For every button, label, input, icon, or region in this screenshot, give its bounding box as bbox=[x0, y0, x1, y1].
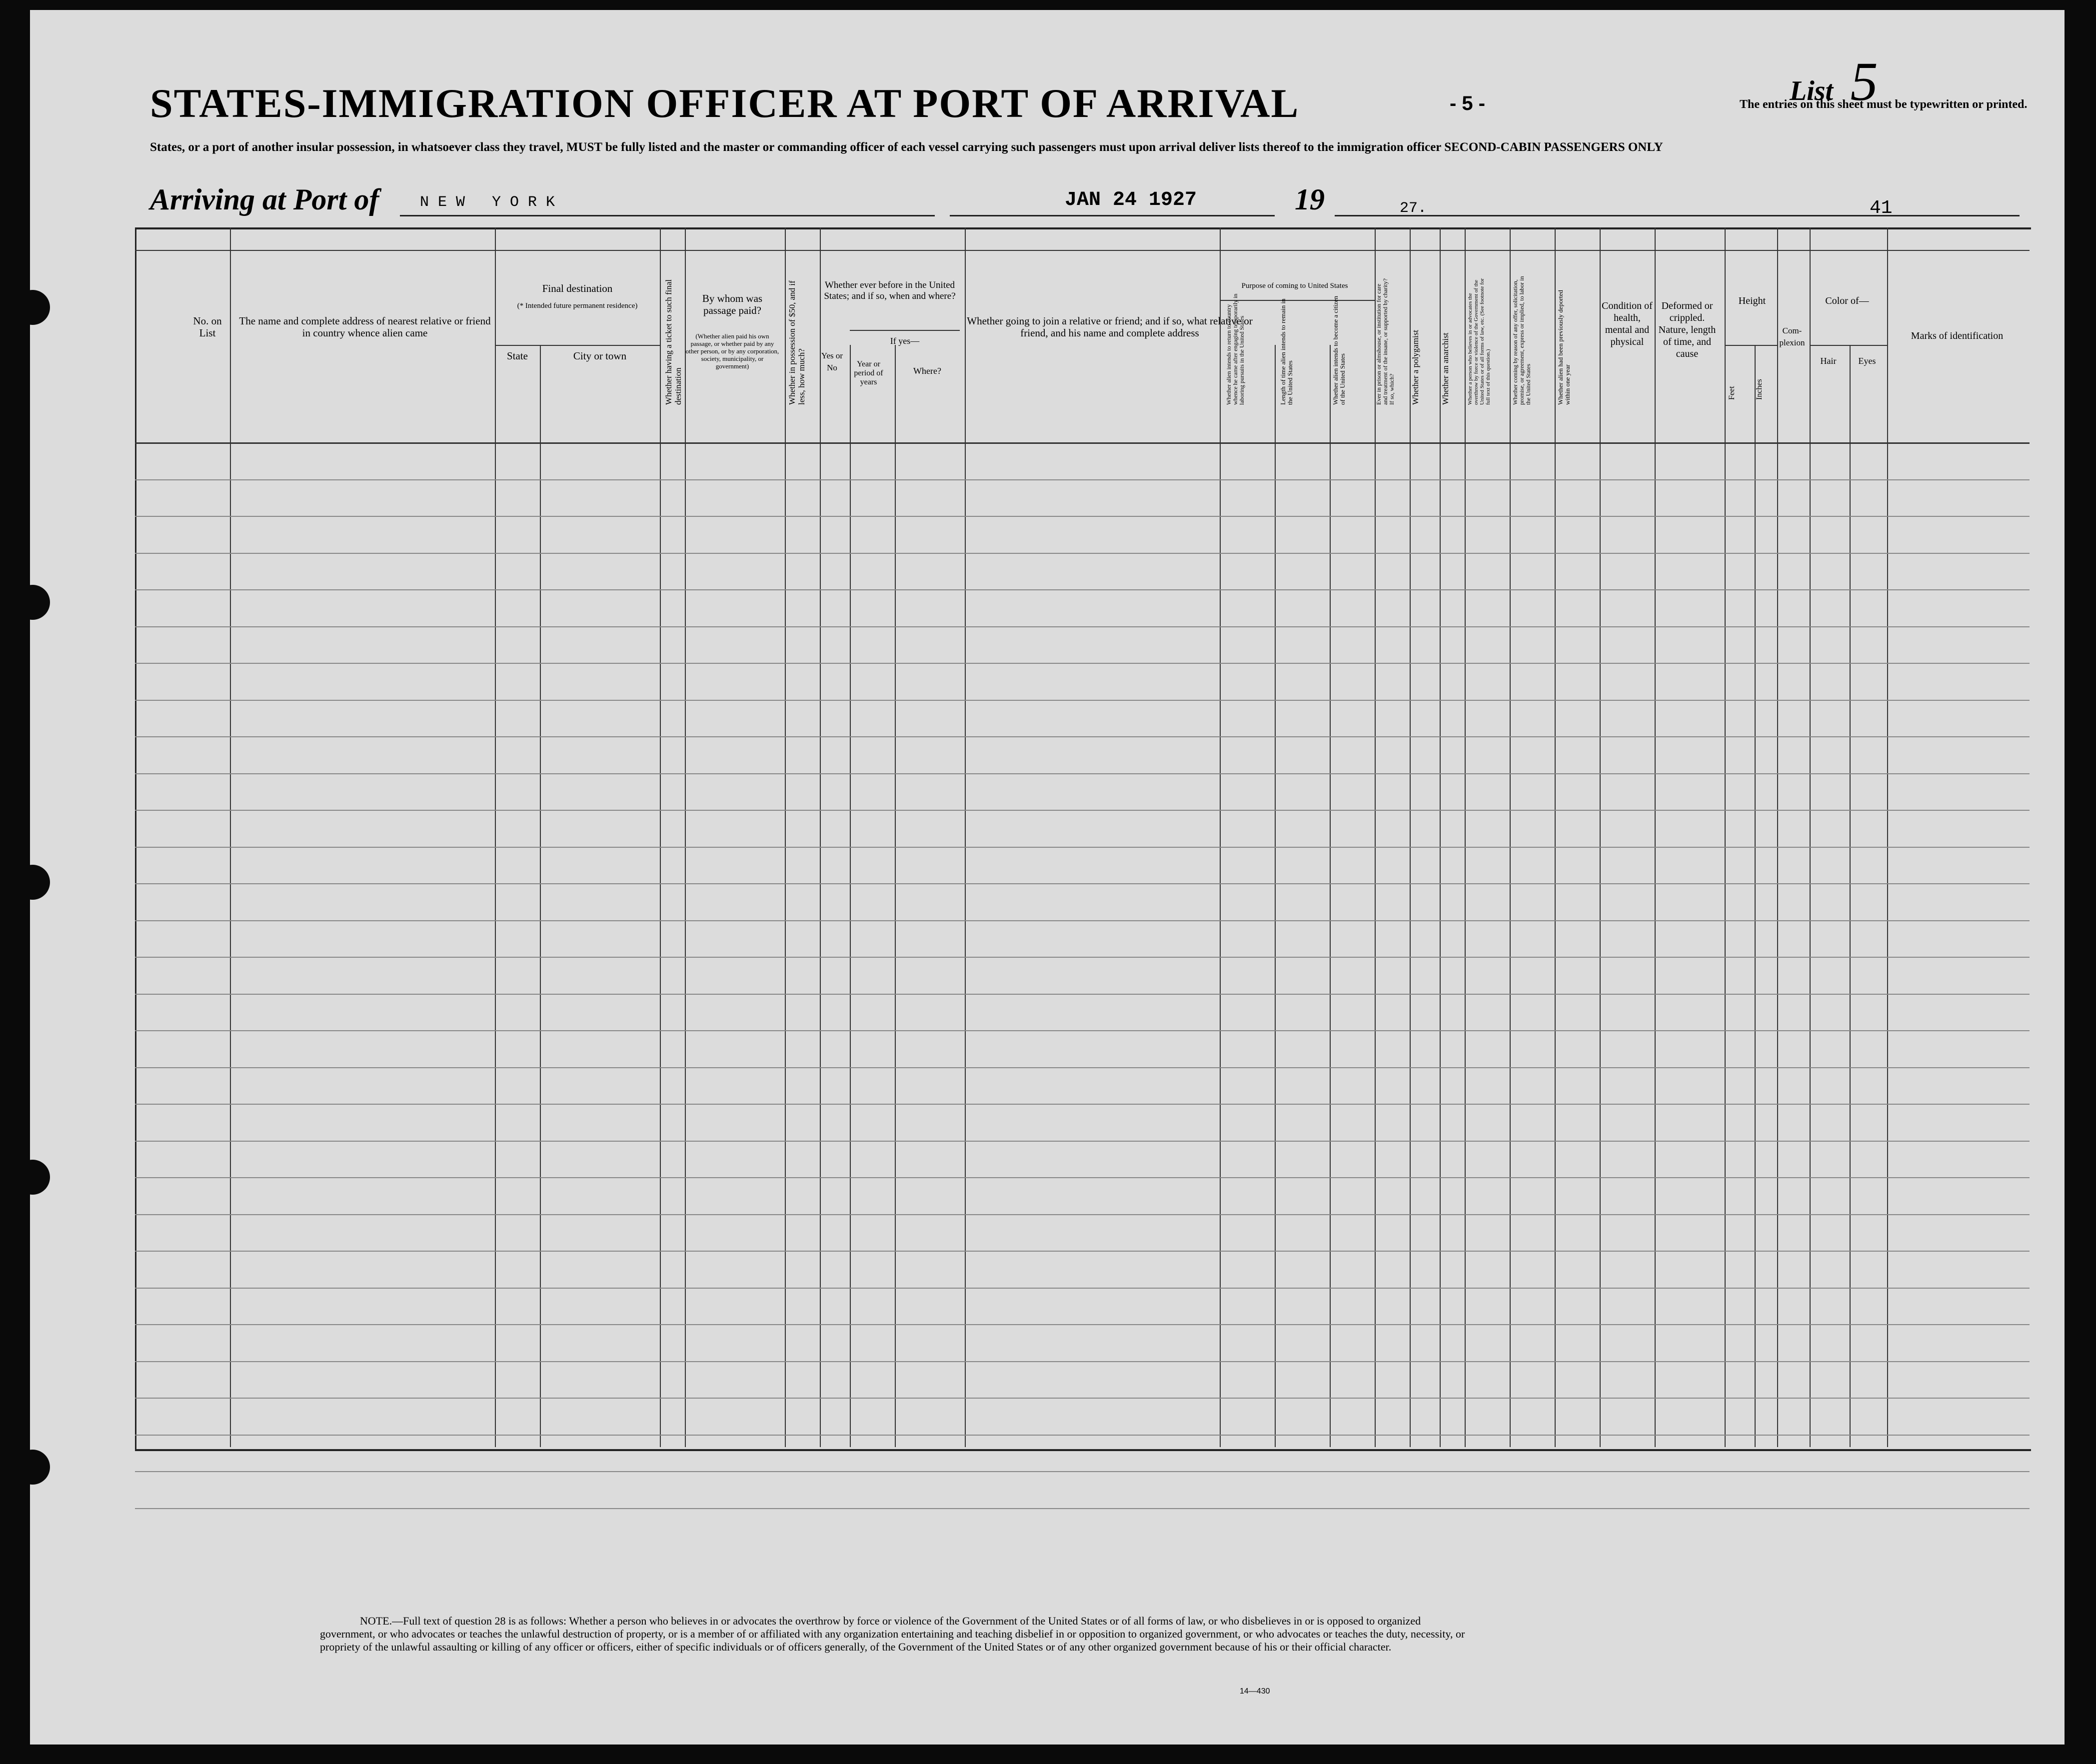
header-yes-no: Yes or No bbox=[821, 351, 843, 372]
sub-column-divider bbox=[1330, 345, 1331, 1447]
row-divider bbox=[135, 1324, 2030, 1325]
column-divider bbox=[1555, 227, 1556, 1447]
row-divider bbox=[135, 1398, 2030, 1399]
port-underline bbox=[400, 215, 935, 216]
column-divider bbox=[685, 227, 686, 1447]
header-health: Condition of health, mental and physical bbox=[1602, 300, 1653, 347]
header-labor-offer: Whether coming by reason of any offer, solicitation, promise, or agreement, express or implied, to labor in the United States bbox=[1512, 276, 1532, 405]
header-height: Height bbox=[1738, 295, 1766, 306]
column-divider bbox=[820, 227, 821, 1447]
header-no-on-list: No. on List bbox=[193, 315, 222, 339]
row-divider bbox=[135, 589, 2030, 590]
sub-column-divider bbox=[1850, 345, 1851, 1447]
row-divider bbox=[135, 994, 2030, 995]
column-divider bbox=[1887, 227, 1888, 1447]
header-divider bbox=[135, 442, 2030, 444]
column-divider bbox=[1777, 227, 1778, 1447]
form-code: 14—430 bbox=[1240, 1687, 1270, 1696]
row-divider bbox=[135, 700, 2030, 701]
header-ticket: Whether having a ticket to such final destination bbox=[664, 279, 683, 405]
header-eyes: Eyes bbox=[1858, 356, 1876, 366]
row-divider bbox=[135, 1030, 2030, 1031]
sub-header-divider bbox=[1725, 345, 1777, 346]
sub-header-divider bbox=[495, 345, 660, 346]
header-complexion: Com-plexion bbox=[1779, 326, 1805, 347]
column-divider bbox=[1655, 227, 1656, 1447]
port-value: NEW YORK bbox=[420, 194, 564, 211]
row-divider bbox=[135, 479, 2030, 480]
sub-header-divider bbox=[1810, 345, 1887, 346]
column-divider bbox=[1220, 227, 1221, 1447]
header-deported: Whether alien had been previously deported within one year bbox=[1557, 290, 1571, 405]
header-before-in-us: Whether ever before in the United States; and if so, when and where? bbox=[824, 280, 956, 301]
row-divider bbox=[135, 920, 2030, 921]
column-divider bbox=[1510, 227, 1511, 1447]
row-divider bbox=[135, 1067, 2030, 1068]
row-divider bbox=[135, 663, 2030, 664]
header-overthrow: Whether a person who believes in or advocates the overthrow by force or violence of the Government of the United States or of all forms of law, etc. (See footnote for full text of this question.) bbox=[1467, 278, 1491, 405]
row-divider bbox=[135, 1435, 2030, 1436]
document-subtitle: States, or a port of another insular possession, in whatsoever class they travel, MUST be fully listed and the master or commanding officer of each vessel carrying such passengers must upon arrival deliver lists thereof to the immigration officer SECOND-CABIN PASSENGERS ONLY bbox=[150, 140, 1663, 154]
header-polygamist: Whether a polygamist bbox=[1411, 329, 1420, 405]
column-divider bbox=[230, 227, 231, 1447]
column-number-divider bbox=[135, 250, 2030, 251]
row-divider bbox=[135, 1141, 2030, 1142]
header-passage-paid: By whom was passage paid? bbox=[702, 292, 763, 316]
column-divider bbox=[1725, 227, 1726, 1447]
year-prefix: 19 bbox=[1295, 183, 1325, 216]
header-money: Whether in possession of $50, and if less, how much? bbox=[787, 280, 806, 405]
document-title: STATES-IMMIGRATION OFFICER AT PORT OF ARRIVAL bbox=[150, 80, 1300, 126]
row-divider bbox=[135, 810, 2030, 811]
header-if-yes: If yes— bbox=[890, 336, 920, 346]
row-divider bbox=[135, 516, 2030, 517]
column-divider bbox=[965, 227, 966, 1447]
header-years: Year or period of years bbox=[854, 360, 883, 386]
column-divider bbox=[1410, 227, 1411, 1447]
year-suffix: 27. bbox=[1400, 200, 1427, 217]
punch-hole bbox=[30, 1450, 50, 1485]
header-inches: Inches bbox=[1755, 379, 1764, 400]
header-purpose-length: Length of time alien intends to remain in the United States bbox=[1279, 298, 1294, 405]
header-city: City or town bbox=[573, 350, 627, 362]
header-purpose-return: Whether alien intends to return to country whence he came after engaging temporarily in laboring pursuits in the United States bbox=[1225, 293, 1245, 405]
punch-hole bbox=[30, 865, 50, 900]
extra-number: 41 bbox=[1870, 197, 1893, 219]
column-divider bbox=[1810, 227, 1811, 1447]
row-divider bbox=[135, 1104, 2030, 1105]
header-deformed: Deformed or crippled. Nature, length of time, and cause bbox=[1658, 300, 1716, 359]
sub-header-divider bbox=[850, 330, 960, 331]
header-marks: Marks of identification bbox=[1911, 330, 2004, 341]
row-divider bbox=[135, 1361, 2030, 1362]
sub-column-divider bbox=[895, 345, 896, 1447]
list-label: List bbox=[1790, 75, 1834, 106]
header-state: State bbox=[507, 350, 528, 362]
row-divider bbox=[135, 626, 2030, 627]
row-divider bbox=[135, 957, 2030, 958]
header-where: Where? bbox=[913, 366, 941, 376]
row-divider bbox=[135, 1471, 2030, 1472]
row-divider bbox=[135, 1251, 2030, 1252]
sub-column-divider bbox=[850, 345, 851, 1447]
row-divider bbox=[135, 553, 2030, 554]
sub-column-divider bbox=[1275, 345, 1276, 1447]
column-divider bbox=[1465, 227, 1466, 1447]
row-divider bbox=[135, 847, 2030, 848]
header-color: Color of— bbox=[1825, 295, 1869, 306]
punch-hole bbox=[30, 1160, 50, 1195]
header-hair: Hair bbox=[1820, 356, 1837, 366]
header-purpose-citizen: Whether alien intends to become a citizen of the United States bbox=[1332, 295, 1346, 405]
header-anarchist: Whether an anarchist bbox=[1441, 332, 1450, 405]
arriving-label: Arriving at Port of bbox=[150, 183, 379, 216]
sub-column-divider bbox=[1755, 345, 1756, 1447]
column-divider bbox=[785, 227, 786, 1447]
year-underline bbox=[1335, 215, 2020, 216]
date-underline bbox=[950, 215, 1275, 216]
row-divider bbox=[135, 1177, 2030, 1178]
header-relative: The name and complete address of nearest relative or friend in country whence alien came bbox=[239, 315, 491, 339]
column-divider bbox=[660, 227, 661, 1447]
list-number: 5 bbox=[1850, 51, 1878, 112]
column-divider bbox=[1600, 227, 1601, 1447]
header-passage-paid-note: (Whether alien paid his own passage, or whether paid by any other person, or by any corporation, society, municipality, or government) bbox=[685, 332, 779, 370]
column-divider bbox=[495, 227, 496, 1447]
header-join-relative: Whether going to join a relative or friend; and if so, what relative or friend, and his name and complete address bbox=[967, 315, 1253, 339]
row-divider bbox=[135, 1288, 2030, 1289]
header-feet: Feet bbox=[1728, 386, 1736, 400]
header-final-destination: Final destination bbox=[542, 282, 613, 294]
row-divider bbox=[135, 1508, 2030, 1509]
row-divider bbox=[135, 773, 2030, 774]
list-note: The entries on this sheet must be typewritten or printed. bbox=[1740, 98, 2028, 111]
row-divider bbox=[135, 736, 2030, 737]
manifest-table bbox=[135, 227, 2031, 1451]
date-value: JAN 24 1927 bbox=[1065, 189, 1197, 211]
column-divider bbox=[1375, 227, 1376, 1447]
page-number: - 5 - bbox=[1450, 92, 1486, 114]
row-divider bbox=[135, 1214, 2030, 1215]
header-prison: Ever in prison or almshouse, or institution for care and treatment of the insane, or supported by charity? If so, which? bbox=[1375, 278, 1395, 405]
punch-hole bbox=[30, 585, 50, 620]
footnote: NOTE.—Full text of question 28 is as follows: Whether a person who believes in or advocates the overthrow by force or violence of the Government of the United States or of all forms of law, or who disbelieves in or is opposed to organized government, or who advocates or teaches the unlawful destruction of property, or is a member of or affiliated with any organization entertaining and teaching disbelief in or opposition to organized government, or who advocates or teaches the duty, necessity, or propriety of the unlawful assaulting or killing of any officer or officers, either of specific individuals or of officers generally, of the Government of the United States or of any other organized government because of his or their official character. bbox=[320, 1615, 1465, 1653]
header-purpose: Purpose of coming to United States bbox=[1241, 282, 1348, 290]
sub-column-divider bbox=[540, 345, 541, 1447]
punch-hole bbox=[30, 290, 50, 325]
column-divider bbox=[1440, 227, 1441, 1447]
row-divider bbox=[135, 883, 2030, 884]
header-final-destination-note: (* Intended future permanent residence) bbox=[517, 302, 638, 310]
